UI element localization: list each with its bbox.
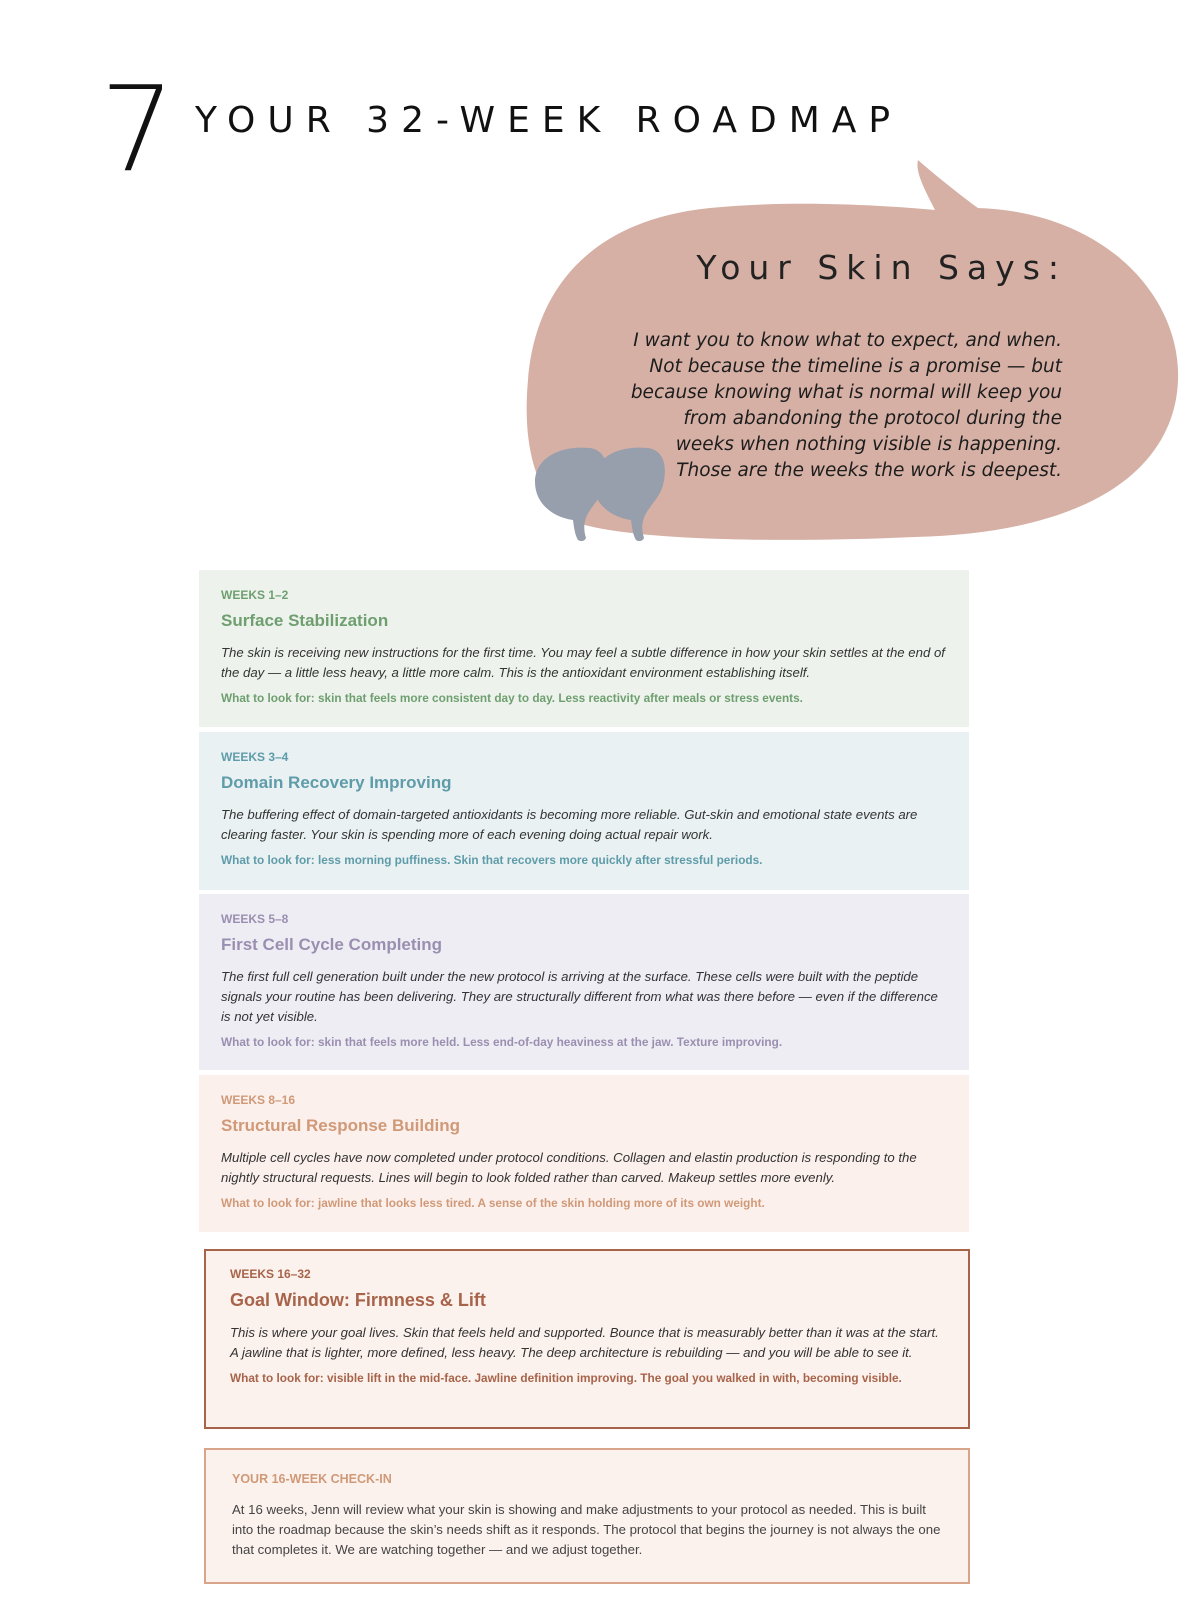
quote-heading: Your Skin Says: — [696, 248, 1067, 287]
phase-description: The first full cell generation built under the new protocol is arriving at the surface. These cells were built with the peptide signals your routine has been delivering. They are structurally different from what was there before — even if the difference is not yet visible. — [221, 969, 938, 1024]
checkin-description: At 16 weeks, Jenn will review what your skin is showing and make adjustments to your protocol as needed. This is built into the roadmap because the skin’s needs shift as it responds. The protocol that begins the journey is not always the one that completes it. We are watching together — and we adjust together. — [232, 1502, 941, 1557]
phase-label: WEEKS 3–4 — [221, 750, 289, 764]
roadmap-phase-weeks-1-2 — [199, 570, 969, 727]
chapter-number: 7 — [100, 60, 176, 198]
phase-look-for: What to look for: jawline that looks less tired. A sense of the skin holding more of its own weight. — [221, 1196, 765, 1210]
phase-look-for: What to look for: visible lift in the mid-face. Jawline definition improving. The goal you walked in with, becoming visible. — [230, 1371, 902, 1385]
phase-description: The buffering effect of domain-targeted antioxidants is becoming more reliable. Gut-skin and emotional state events are clearing faster. Your skin is spending more of each evening doing actual repair work. — [221, 807, 918, 842]
phase-look-for: What to look for: skin that feels more held. Less end-of-day heaviness at the jaw. Texture improving. — [221, 1035, 783, 1049]
phase-label: WEEKS 5–8 — [221, 912, 289, 926]
roadmap-phase-weeks-5-8 — [199, 894, 969, 1070]
phase-label: WEEKS 1–2 — [221, 588, 289, 602]
page-title: YOUR 32-WEEK ROADMAP — [195, 100, 903, 141]
phase-label: WEEKS 16–32 — [230, 1267, 311, 1281]
phase-description: The skin is receiving new instructions for the first time. You may feel a subtle difference in how your skin settles at the end of the day — a little less heavy, a little more calm. This is the antioxidant environment establishing itself. — [221, 645, 945, 680]
roadmap-phase-weeks-8-16 — [199, 1075, 969, 1232]
roadmap-phase-weeks-3-4 — [199, 732, 969, 890]
checkin-label: YOUR 16-WEEK CHECK-IN — [232, 1472, 392, 1486]
phase-description: Multiple cell cycles have now completed under protocol conditions. Collagen and elastin production is responding to the nightly structural requests. Lines will begin to look folded rather than carved. Makeup settles more evenly. — [221, 1150, 917, 1185]
phase-title: Structural Response Building — [221, 1116, 460, 1135]
phase-label: WEEKS 8–16 — [221, 1093, 296, 1107]
phase-title: First Cell Cycle Completing — [221, 935, 443, 954]
roadmap-phase-weeks-16-32 — [204, 1249, 970, 1429]
phase-title: Domain Recovery Improving — [221, 773, 452, 792]
phase-look-for: What to look for: less morning puffiness. Skin that recovers more quickly after stressful periods. — [221, 853, 763, 867]
checkin-box — [204, 1448, 970, 1584]
phase-look-for: What to look for: skin that feels more consistent day to day. Less reactivity after meals or stress events. — [221, 691, 803, 705]
phase-title: Surface Stabilization — [221, 611, 389, 630]
quote-text: I want you to know what to expect, and when. Not because the timeline is a promise — but because knowing what is normal will keep you from abandoning the protocol during the weeks when nothing visible is happening. Those are the weeks the work is deepest. — [630, 330, 1062, 481]
phase-title: Goal Window: Firmness & Lift — [230, 1290, 486, 1310]
phase-description: This is where your goal lives. Skin that feels held and supported. Bounce that is measurably better than it was at the start. A jawline that is lighter, more defined, less heavy. The deep architecture is rebuilding — and you will be able to see it. — [230, 1325, 939, 1360]
